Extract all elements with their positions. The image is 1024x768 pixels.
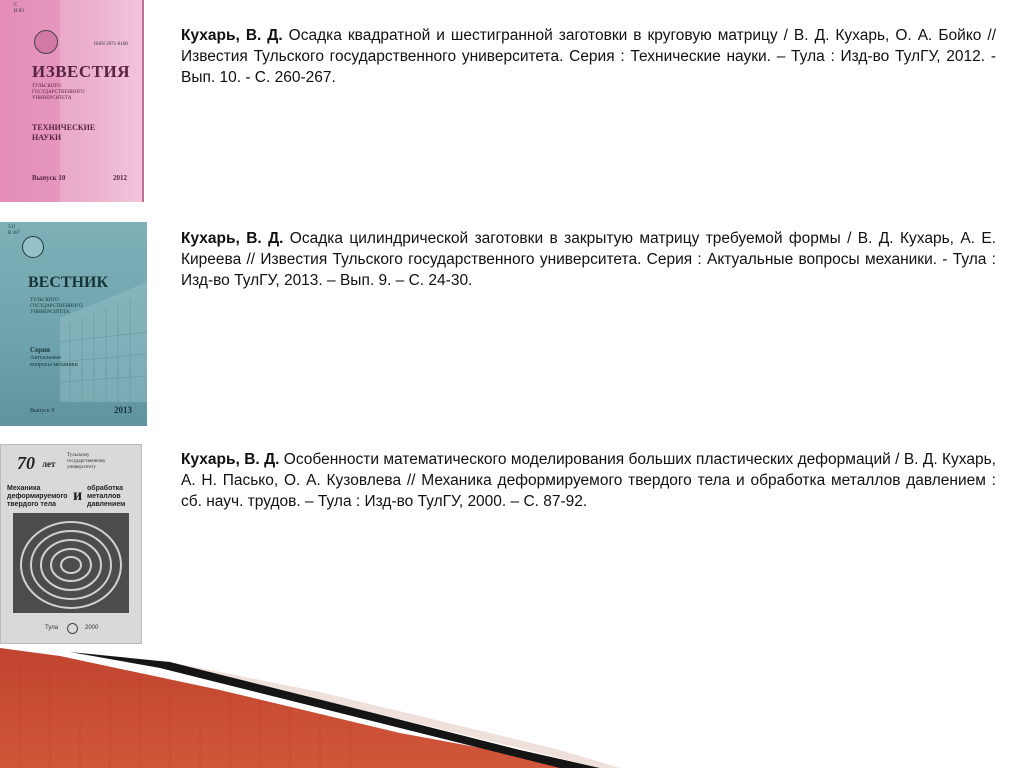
- entry-citation: Осадка квадратной и шестигранной заготовки в круговую матрицу / В. Д. Кухарь, О. А. Бойко // Известия Тульского государственного университета. Серия : Технические науки. – Тула : Изд-во ТулГУ, 2012. - Вып. 10. - С. 260-267.: [181, 27, 997, 86]
- cover-subtitle: ТУЛЬСКОГО ГОСУДАРСТВЕННОГО УНИВЕРСИТЕТА: [32, 84, 85, 101]
- entry-author: Кухарь, В. Д.: [181, 451, 280, 468]
- entry-citation: Особенности математического моделирования больших пластических деформаций / В. Д. Кухарь, А. Н. Пасько, О. А. Кузовлева // Механика деформируемого твердого тела и обработка металлов давлением : сб. науч. трудов. – Тула : Изд-во ТулГУ, 2000. – С. 87-92.: [181, 451, 996, 510]
- cover-series: ТЕХНИЧЕСКИЕ НАУКИ: [32, 123, 96, 142]
- cover-title: ВЕСТНИК: [28, 274, 109, 291]
- entry-author: Кухарь, В. Д.: [181, 27, 283, 44]
- cover-year: 2000: [85, 625, 99, 631]
- anniversary-word: лет: [42, 459, 56, 469]
- cover-title: ИЗВЕСТИЯ: [32, 62, 130, 81]
- cover-year: 2013: [114, 405, 132, 415]
- anniversary-number: 70: [17, 453, 35, 473]
- cover-subtitle: ТУЛЬСКОГО ГОСУДАРСТВЕННОГО УНИВЕРСИТЕТА: [30, 298, 83, 315]
- cover-city: Тула: [45, 625, 59, 631]
- cover-code: С И 83: [14, 3, 24, 14]
- entry-author: Кухарь, В. Д.: [181, 230, 284, 247]
- cover-series: Актуальные вопросы механики: [30, 355, 78, 368]
- cover-conjunction: и: [73, 487, 83, 504]
- cover-issue: Выпуск 9: [30, 408, 55, 414]
- cover-issue: Выпуск 10: [32, 174, 66, 182]
- entry-citation: Осадка цилиндрической заготовки в закрытую матрицу требуемой формы / В. Д. Кухарь, А. Е. Киреева // Известия Тульского государственного университета. Серия : Актуальные вопросы механики. - Тула : Изд-во ТулГУ, 2013. – Вып. 9. – С. 24-30.: [181, 230, 996, 289]
- cover-code: 531 В 387: [8, 225, 21, 236]
- cover-left-title: Механика деформируемого твердого тела: [7, 485, 68, 508]
- cover-series-label: Серия: [30, 346, 50, 354]
- cover-year: 2012: [113, 174, 127, 182]
- cover-right-title: обработка металлов давлением: [87, 485, 126, 508]
- cover-organization: Тульскому государственному университету: [67, 453, 106, 470]
- cover-issn: ISSN 2071-6168: [94, 42, 128, 47]
